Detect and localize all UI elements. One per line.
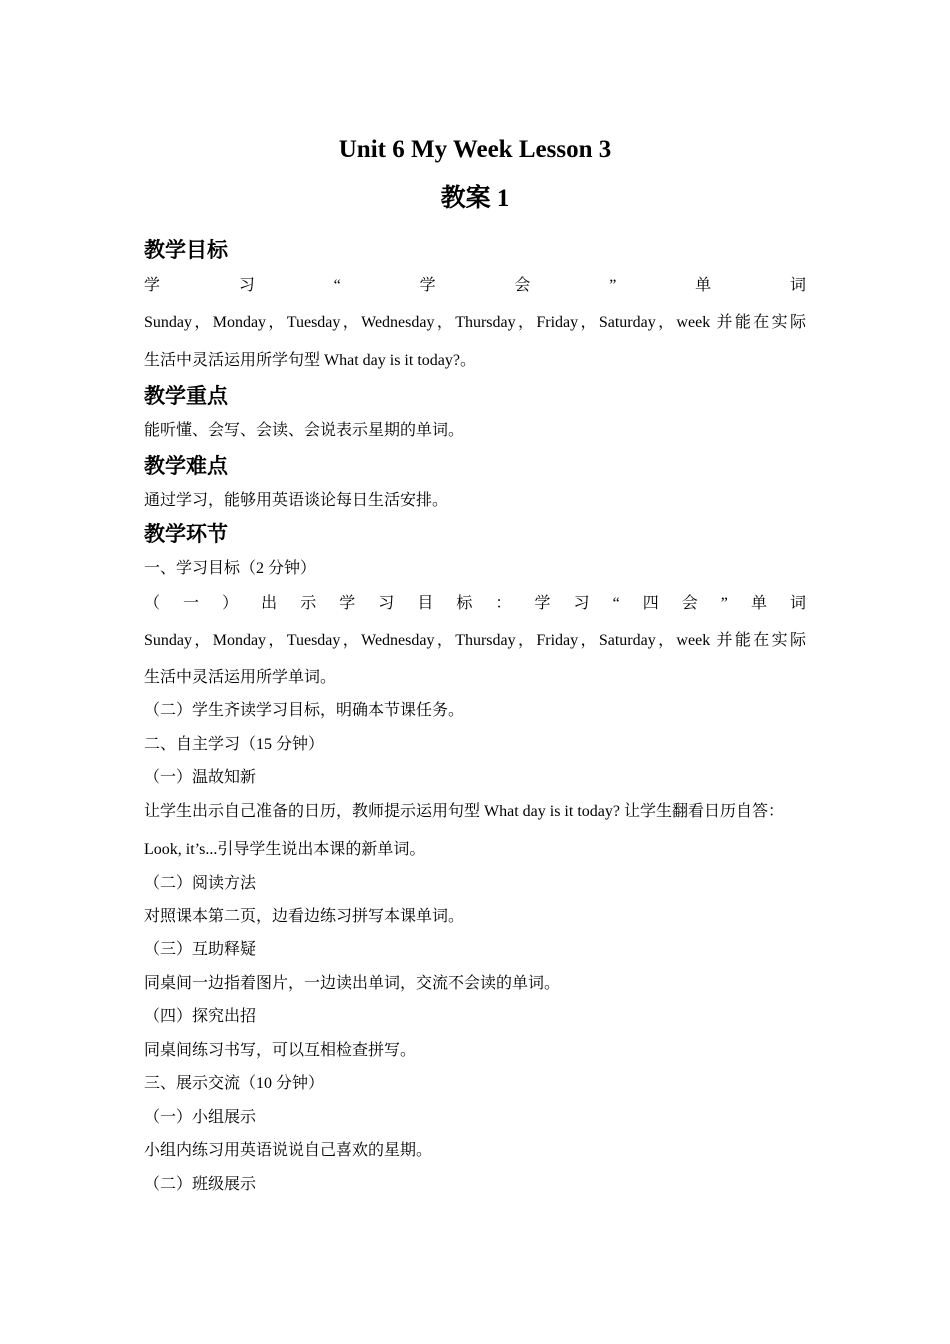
process-line-10: （二）阅读方法 [144, 875, 257, 892]
char: 学 [339, 595, 356, 612]
process-line-9: Look, it’s...引导学生说出本课的新单词。 [144, 841, 426, 858]
char: 单 [750, 595, 767, 612]
char: 词 [789, 595, 806, 612]
process-line-17: （一）小组展示 [144, 1109, 257, 1126]
char: ” [609, 277, 617, 294]
process-line-7: （一）温故知新 [144, 769, 257, 786]
char: 词 [789, 277, 806, 294]
process-line-12: （三）互助释疑 [144, 941, 257, 958]
char: ” [720, 595, 728, 612]
process-line-16: 三、展示交流（10 分钟） [144, 1075, 325, 1092]
section-heading-process: 教学环节 [144, 522, 228, 546]
process-line-1: 一、学习目标（2 分钟） [144, 560, 317, 577]
char: 出 [261, 595, 278, 612]
char: ： [495, 595, 512, 612]
char: 学 [534, 595, 551, 612]
char: 习 [378, 595, 395, 612]
char: （ [144, 595, 161, 612]
process-line-6: 二、自主学习（15 分钟） [144, 736, 325, 753]
char: 示 [300, 595, 317, 612]
char: ） [222, 595, 239, 612]
char: 学 [419, 277, 436, 294]
process-line-5: （二）学生齐读学习目标，明确本节课任务。 [144, 702, 465, 719]
section-heading-difficulty: 教学难点 [144, 454, 228, 478]
process-line-8: 让学生出示自己准备的日历，教师提示运用句型 What day is it today? 让学生翻看日历自答： [144, 803, 784, 820]
section-heading-goals: 教学目标 [144, 238, 228, 262]
document-title: Unit 6 My Week Lesson 3 [338, 136, 612, 163]
char: “ [333, 277, 341, 294]
process-line-3: Sunday，Monday，Tuesday，Wednesday，Thursday，Friday，Saturday，week 并能在实际 [144, 632, 806, 649]
process-line-15: 同桌间练习书写，可以互相检查拼写。 [144, 1042, 417, 1059]
char: 习 [238, 277, 255, 294]
char: 目 [417, 595, 434, 612]
char: 标 [456, 595, 473, 612]
goals-line-2: Sunday，Monday，Tuesday，Wednesday，Thursday，Friday，Saturday，week 并能在实际 [144, 314, 806, 331]
char: 学 [144, 277, 161, 294]
document-subtitle: 教案 1 [440, 185, 510, 212]
char: 会 [514, 277, 531, 294]
process-line-13: 同桌间一边指着图片，一边读出单词，交流不会读的单词。 [144, 975, 561, 992]
section-heading-focus: 教学重点 [144, 384, 228, 408]
process-line-19: （二）班级展示 [144, 1176, 257, 1193]
process-line-18: 小组内练习用英语说说自己喜欢的星期。 [144, 1142, 433, 1159]
char: 习 [573, 595, 590, 612]
char: 单 [695, 277, 712, 294]
process-line-2 [144, 593, 806, 615]
goals-line-3: 生活中灵活运用所学句型 What day is it today?。 [144, 352, 476, 369]
process-line-11: 对照课本第二页，边看边练习拼写本课单词。 [144, 908, 465, 925]
char: 会 [681, 595, 698, 612]
goals-line-1 [144, 275, 806, 297]
process-line-4: 生活中灵活运用所学单词。 [144, 669, 337, 686]
char: 四 [642, 595, 659, 612]
char: “ [612, 595, 620, 612]
focus-line-1: 能听懂、会写、会读、会说表示星期的单词。 [144, 422, 465, 439]
process-line-14: （四）探究出招 [144, 1008, 257, 1025]
char: 一 [183, 595, 200, 612]
difficulty-line-1: 通过学习，能够用英语谈论每日生活安排。 [144, 492, 449, 509]
